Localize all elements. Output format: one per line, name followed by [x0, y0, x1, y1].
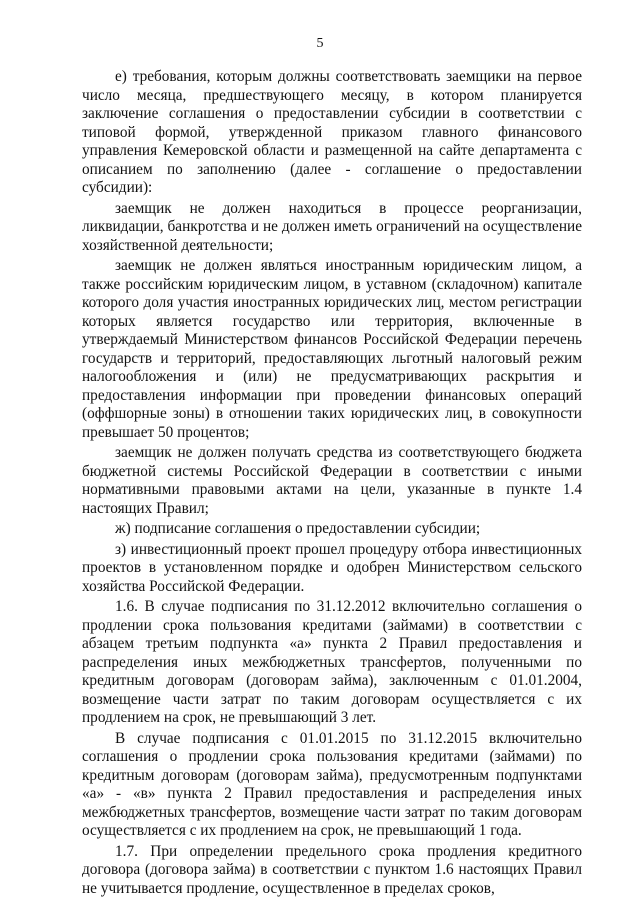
paragraph-z-investment-project: з) инвестиционный проект прошел процедуру отбора инвестиционных проектов в установленном порядке и одобрен Министерством сельского хозяйства Российской Федерации. [82, 540, 582, 595]
paragraph-e-requirements: е) требования, которым должны соответствовать заемщики на первое число месяца, предшествующего месяцу, в котором планируется заключение соглашения о предоставлении субсидии в соответствии с типовой формой, утвержденной приказом главного финансового управления Кемеровской области и размещенной на сайте департамента с описанием по заполнению (далее - соглашение о предоставлении субсидии): [82, 68, 582, 196]
paragraph-zh-signing: ж) подписание соглашения о предоставлении субсидии; [115, 520, 481, 537]
paragraph-no-foreign-entity: заемщик не должен являться иностранным юридическим лицом, а также российским юридическим лицом, в уставном (складочном) капитале которого доля участия иностранных юридических лиц, местом регистрации которых является государство или территория, включенные в утверждаемый Министерством финансов Российской Федерации перечень государств и территорий, предоставляющих льготный налоговый режим налогообложения и (или) не предусматривающих раскрытия и предоставления информации при проведении финансовых операций (оффшорные зоны) в отношении таких юридических лиц, в совокупности превышает 50 процентов; [82, 257, 582, 441]
paragraph-1-7: 1.7. При определении предельного срока продления кредитного договора (договора займа) в соответствии с пунктом 1.6 настоящих Правил не учитывается продление, осуществленное в пределах сроков, [82, 842, 582, 897]
paragraph-1-6: 1.6. В случае подписания по 31.12.2012 включительно соглашения о продлении срока пользования кредитами (займами) в соответствии с абзацем третьим подпункта «а» пункта 2 Правил предоставления и распределения иных межбюджетных трансфертов, полученными по кредитным договорам (договорам займа), заключенным с 01.01.2004, возмещение части затрат по таким договорам осуществляется с их продлением на срок, не превышающий 3 лет. [82, 598, 582, 726]
paragraph-no-budget-funds: заемщик не должен получать средства из соответствующего бюджета бюджетной системы Российской Федерации в соответствии с иными нормативными правовыми актами на цели, указанные в пункте 1.4 настоящих Правил; [82, 444, 582, 517]
document-body [82, 68, 582, 900]
paragraph-1-6-continued: В случае подписания с 01.01.2015 по 31.12.2015 включительно соглашения о продлении срока пользования кредитами (займами) по кредитным договорам (договорам займа), предусмотренным подпунктами «а» - «в» пункта 2 Правил предоставления и распределения иных межбюджетных трансфертов, возмещение части затрат по таким договорам осуществляется с их продлением на срок, не превышающий 1 года. [82, 729, 582, 839]
page-number: 5 [316, 36, 324, 51]
paragraph-no-reorganization: заемщик не должен находиться в процессе реорганизации, ликвидации, банкротства и не должен иметь ограничений на осуществление хозяйственной деятельности; [82, 199, 582, 254]
